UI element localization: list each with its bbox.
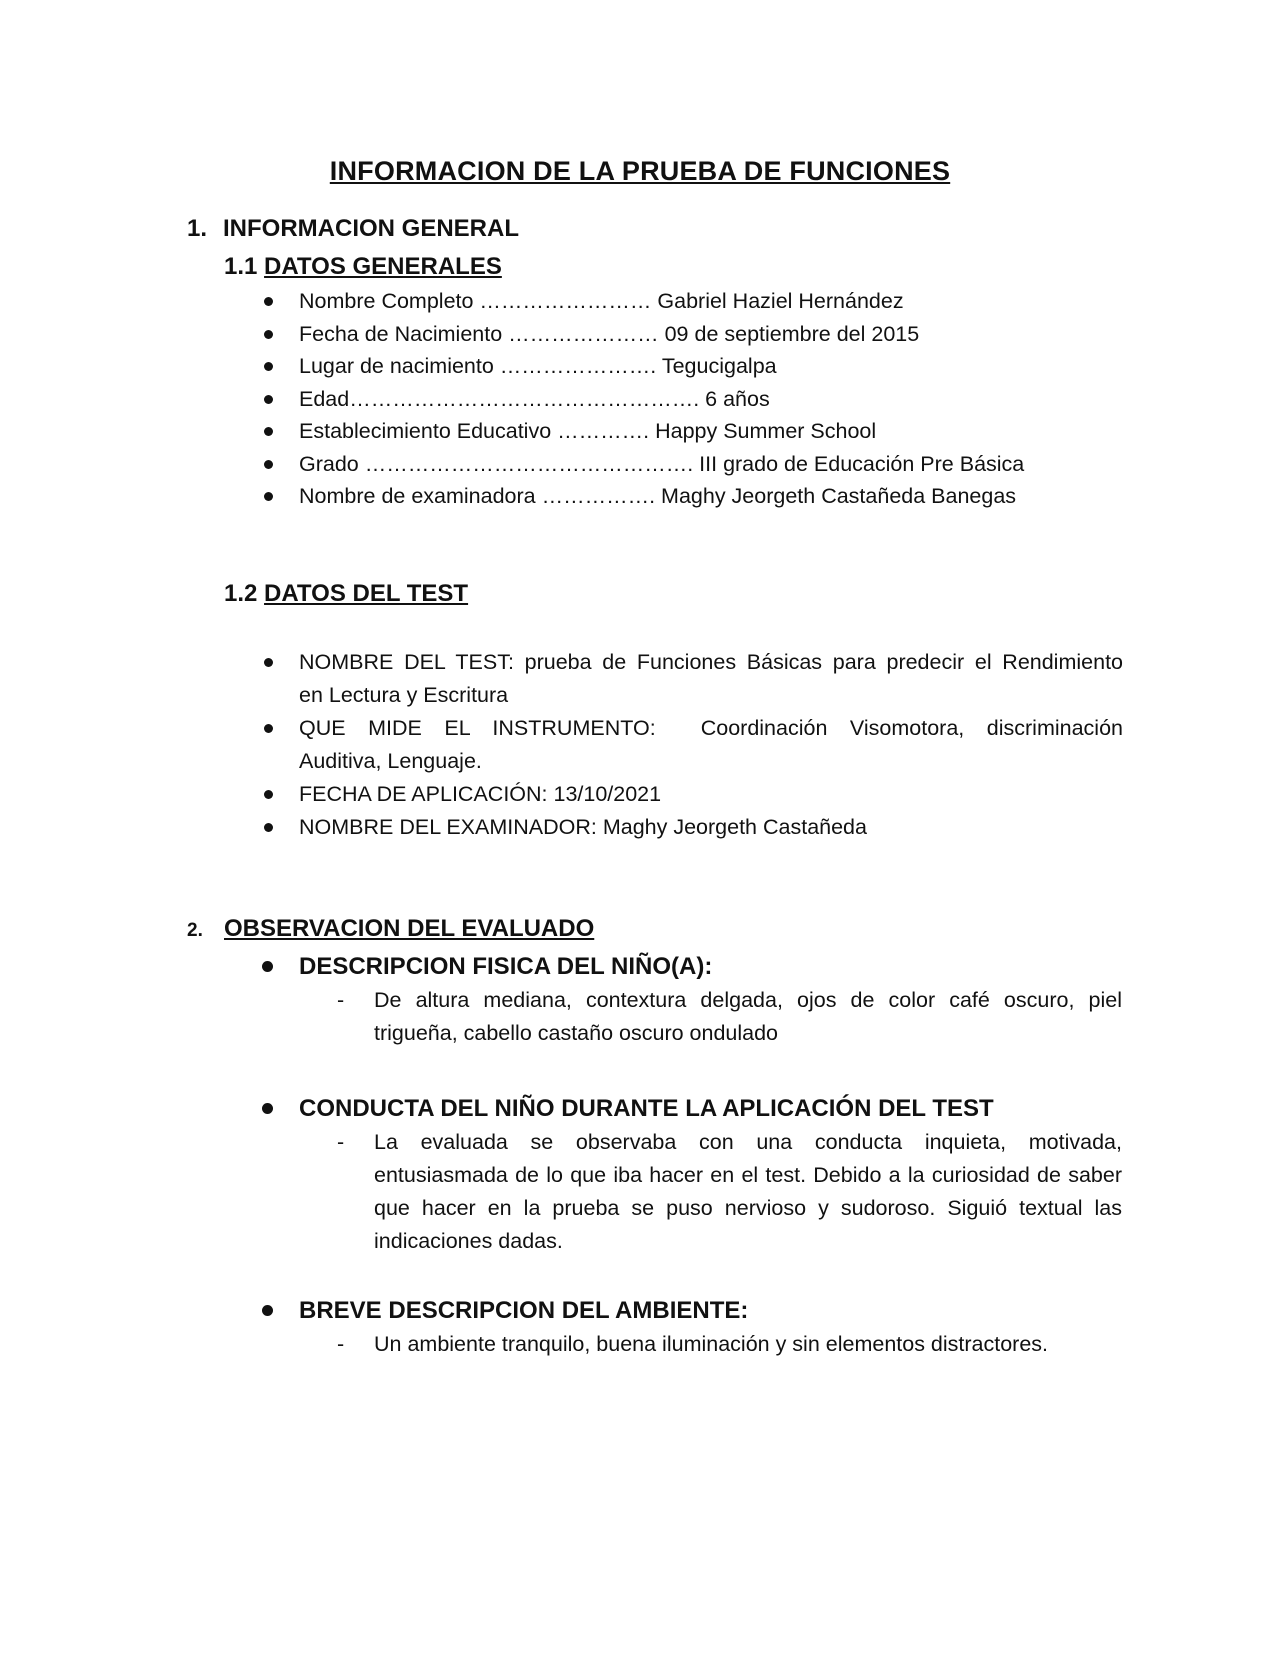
bullet-icon: [262, 1305, 273, 1316]
list-item-text: Nombre Completo …………………… Gabriel Haziel Hernández: [299, 289, 904, 313]
section-2-number: 2.: [187, 920, 203, 941]
datos-generales-list: [0, 285, 1280, 513]
list-item-text: NOMBRE DEL EXAMINADOR: Maghy Jeorgeth Castañeda: [299, 815, 867, 839]
observation-heading-physical: DESCRIPCION FISICA DEL NIÑO(A):: [299, 953, 713, 980]
section-2-heading: [187, 915, 594, 943]
bullet-icon: [264, 724, 273, 733]
subsection-1-1-title: DATOS GENERALES: [264, 253, 502, 280]
list-item: [0, 646, 1280, 712]
list-item-text-continued: en Lectura y Escritura: [299, 683, 509, 707]
section-2-title: OBSERVACION DEL EVALUADO: [224, 915, 595, 942]
list-item: [0, 778, 1280, 811]
bullet-icon: [264, 395, 273, 404]
list-item: [0, 448, 1280, 481]
list-item-body: [299, 646, 1123, 712]
list-item-text: Lugar de nacimiento …………………. Tegucigalpa: [299, 354, 777, 378]
subsection-1-1-heading: [224, 253, 502, 281]
bullet-icon: [264, 427, 273, 436]
bullet-icon: [264, 330, 273, 339]
observation-heading-behavior: CONDUCTA DEL NIÑO DURANTE LA APLICACIÓN DEL TEST: [299, 1095, 994, 1122]
observation-text-environment: Un ambiente tranquilo, buena iluminación y sin elementos distractores.: [374, 1332, 1049, 1356]
list-item-text: FECHA DE APLICACIÓN: 13/10/2021: [299, 782, 662, 806]
list-item: [0, 285, 1280, 318]
document-title: INFORMACION DE LA PRUEBA DE FUNCIONES: [329, 156, 951, 186]
list-item-text: Grado ………………………………………. III grado de Educación Pre Básica: [299, 451, 1025, 476]
list-item: [0, 480, 1280, 513]
list-item-text: Nombre de examinadora ……………. Maghy Jeorgeth Castañeda Banegas: [299, 484, 1017, 508]
dash-marker: -: [337, 988, 345, 1012]
list-item: [0, 415, 1280, 448]
list-item-text: Establecimiento Educativo …………. Happy Summer School: [299, 419, 877, 443]
list-item: [0, 318, 1280, 351]
subsection-1-2-heading: [224, 580, 468, 608]
list-item: [0, 350, 1280, 383]
list-item-text: Edad…………………………………………. 6 años: [299, 386, 770, 411]
observation-text-physical: De altura mediana, contextura delgada, ojos de color café oscuro, piel trigueña, cabello castaño oscuro ondulado: [374, 988, 1122, 1045]
bullet-icon: [264, 460, 273, 469]
bullet-icon: [264, 658, 273, 667]
list-item-text: Fecha de Nacimiento ………………… 09 de septiembre del 2015: [299, 321, 920, 346]
list-item: [0, 712, 1280, 778]
section-1-title: INFORMACION GENERAL: [223, 215, 519, 242]
dash-marker: -: [337, 1332, 345, 1356]
list-item-text: QUE MIDE EL INSTRUMENTO: Coordinación Visomotora, discriminación: [299, 716, 1123, 740]
list-item: [0, 811, 1280, 844]
list-item-text: NOMBRE DEL TEST: prueba de Funciones Básicas para predecir el Rendimiento: [299, 650, 1123, 674]
section-1-number: 1.: [187, 215, 208, 242]
list-item: [0, 383, 1280, 416]
bullet-icon: [264, 492, 273, 501]
subsection-1-1-number: 1.1: [224, 253, 258, 280]
subsection-1-2-number: 1.2: [224, 580, 258, 607]
bullet-icon: [264, 790, 273, 799]
datos-test-list: [0, 646, 1280, 844]
list-item-text-continued: Auditiva, Lenguaje.: [299, 749, 482, 773]
observation-heading-environment: BREVE DESCRIPCION DEL AMBIENTE:: [299, 1297, 749, 1324]
bullet-icon: [264, 823, 273, 832]
bullet-icon: [264, 297, 273, 306]
list-item-body: [299, 712, 1123, 778]
bullet-icon: [262, 1103, 273, 1114]
section-1-heading: [187, 215, 519, 243]
bullet-icon: [264, 362, 273, 371]
subsection-1-2-title: DATOS DEL TEST: [264, 580, 469, 607]
dash-marker: -: [337, 1130, 345, 1154]
observation-text-behavior: La evaluada se observaba con una conducta inquieta, motivada, entusiasmada de lo que iba hacer en el test. Debido a la curiosidad de saber que hacer en la prueba se puso nervioso y sudoroso. Siguió textual las indicaciones dadas.: [374, 1130, 1122, 1253]
bullet-icon: [262, 961, 273, 972]
